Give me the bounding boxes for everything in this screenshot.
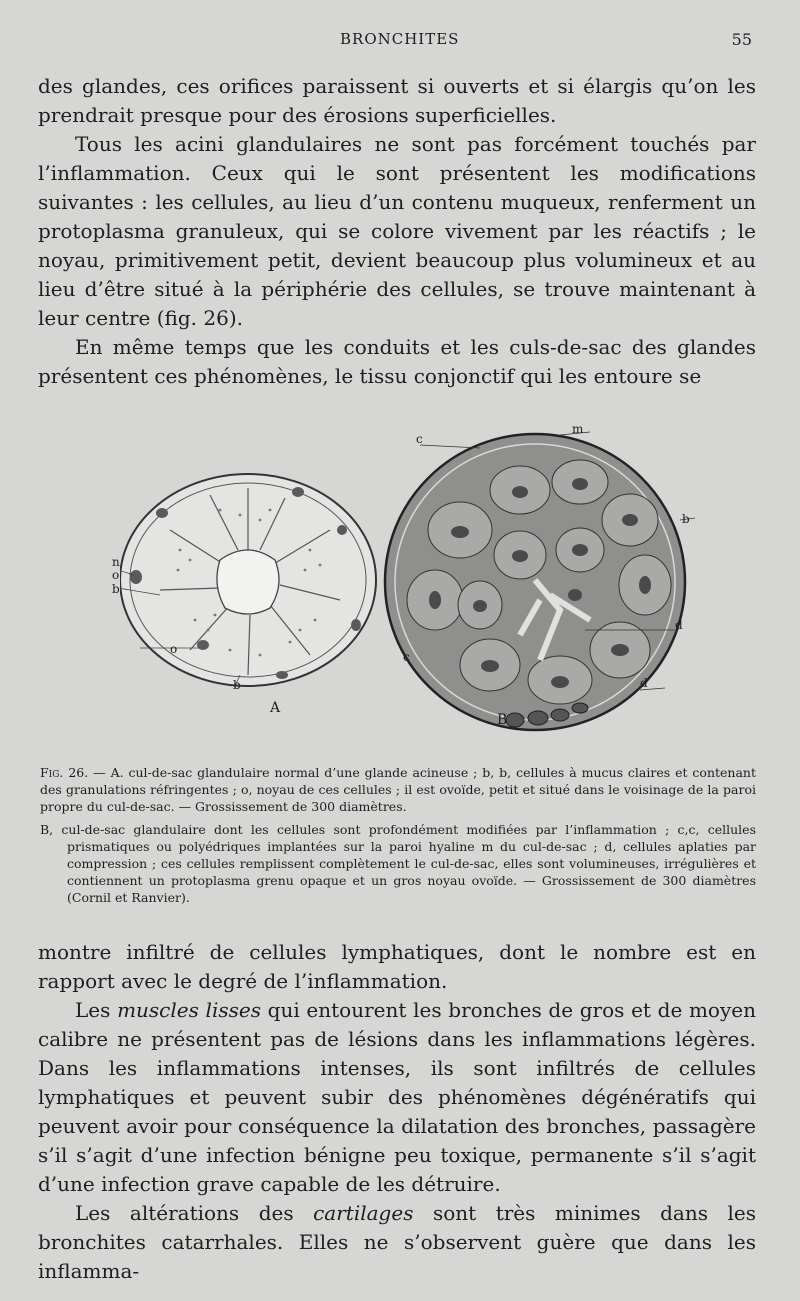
label-b: b [682,512,690,526]
figure-caption [40,764,756,912]
body-text-bottom [38,938,756,1286]
figure-label-b: B [497,712,508,728]
label-d: d [675,618,683,632]
text-run: Les [75,998,118,1022]
text-run: Les altérations des [75,1201,314,1225]
histology-illustration [120,420,700,750]
running-title: BRONCHITES [340,30,460,48]
paragraph: montre infiltré de cellules lymphatiques, dont le nombre est en rapport avec le degré de l’inflammation. [38,940,756,993]
paragraph: des glandes, ces orifices paraissent si ouverts et si élargis qu’on les prendrait presque pour des érosions superficielles. [38,74,756,127]
paragraph: Tous les acini glandulaires ne sont pas forcément touchés par l’inflammation. Ceux qui le sont présentent les modifications suivantes : les cellules, au lieu d’un contenu muqueux, renferment un protoplasma granuleux, qui se colore vivement par les réactifs ; le noyau, primitivement petit, devient beaucoup plus volumineux et au lieu d’être situé à la périphérie des cellules, se trouve maintenant à leur centre (fig. 26). [38,132,756,330]
text-run: qui entourent les bronches de gros et de moyen calibre ne présentent pas de lésions dans les inflammations légères. Dans les inflammations intenses, ils sont infiltrés de cellules lymphatiques et peuvent subir des phénomènes dégénératifs qui peuvent avoir pour conséquence la dilatation des bronches, passagère s’il s’agit d’une infection bénigne peu toxique, permanente s’il s’agit d’une infection grave capable de les détruire. [38,998,756,1196]
label-d: d [640,676,648,690]
text-run: sont très minimes dans les bronchites catarrhales. Elles ne s’observent guère que dans les inflamma- [38,1201,756,1283]
paragraph [38,996,756,1199]
label-o: o [170,642,178,656]
paragraph: En même temps que les conduits et les culs-de-sac des glandes présentent ces phénomènes, le tissu conjonctif qui les entoure se [38,335,756,388]
italic-term: cartilages [313,1201,414,1225]
label-c: c [416,432,423,446]
body-text-top [38,72,756,391]
caption-text-a: — A. cul-de-sac glandulaire normal d’une glande acineuse ; b, b, cellules à mucus claires et contenant des granulations réfringentes ; o, noyau de ces cellules ; il est ovoïde, petit et situé dans le voisinage de la paroi propre du cul-de-sac. — Grossissement de 300 diamètres. [40,765,756,814]
acinus-a-drawing [120,474,376,686]
label-m: m [572,422,584,436]
label-b: b [112,582,120,596]
page-number: 55 [731,30,752,49]
figure-26 [112,420,700,750]
acinus-b-drawing [385,432,695,730]
label-n: n [112,555,120,569]
caption-part-a [40,764,756,815]
paragraph [38,1199,756,1286]
figure-label-a: A [270,700,281,716]
label-c: c [403,650,410,664]
italic-term: muscles lisses [117,998,261,1022]
label-b: b [233,678,241,692]
figure-number: Fig. 26. [40,765,89,780]
label-o: o [112,568,120,582]
page-header [0,30,800,60]
caption-part-b: B, cul-de-sac glandulaire dont les cellules sont profondément modifiées par l’inflammation ; c,c, cellules prismatiques ou polyédriques implantées sur la paroi hyaline m du cul-de-sac ; d, cellules aplaties par compression ; ces cellules remplissent complètement le cul-de-sac, elles sont volumineuses, irrégulières et contiennent un protoplasma grenu opaque et un gros noyau ovoïde. — Grossissement de 300 diamètres (Cornil et Ranvier). [40,822,756,905]
